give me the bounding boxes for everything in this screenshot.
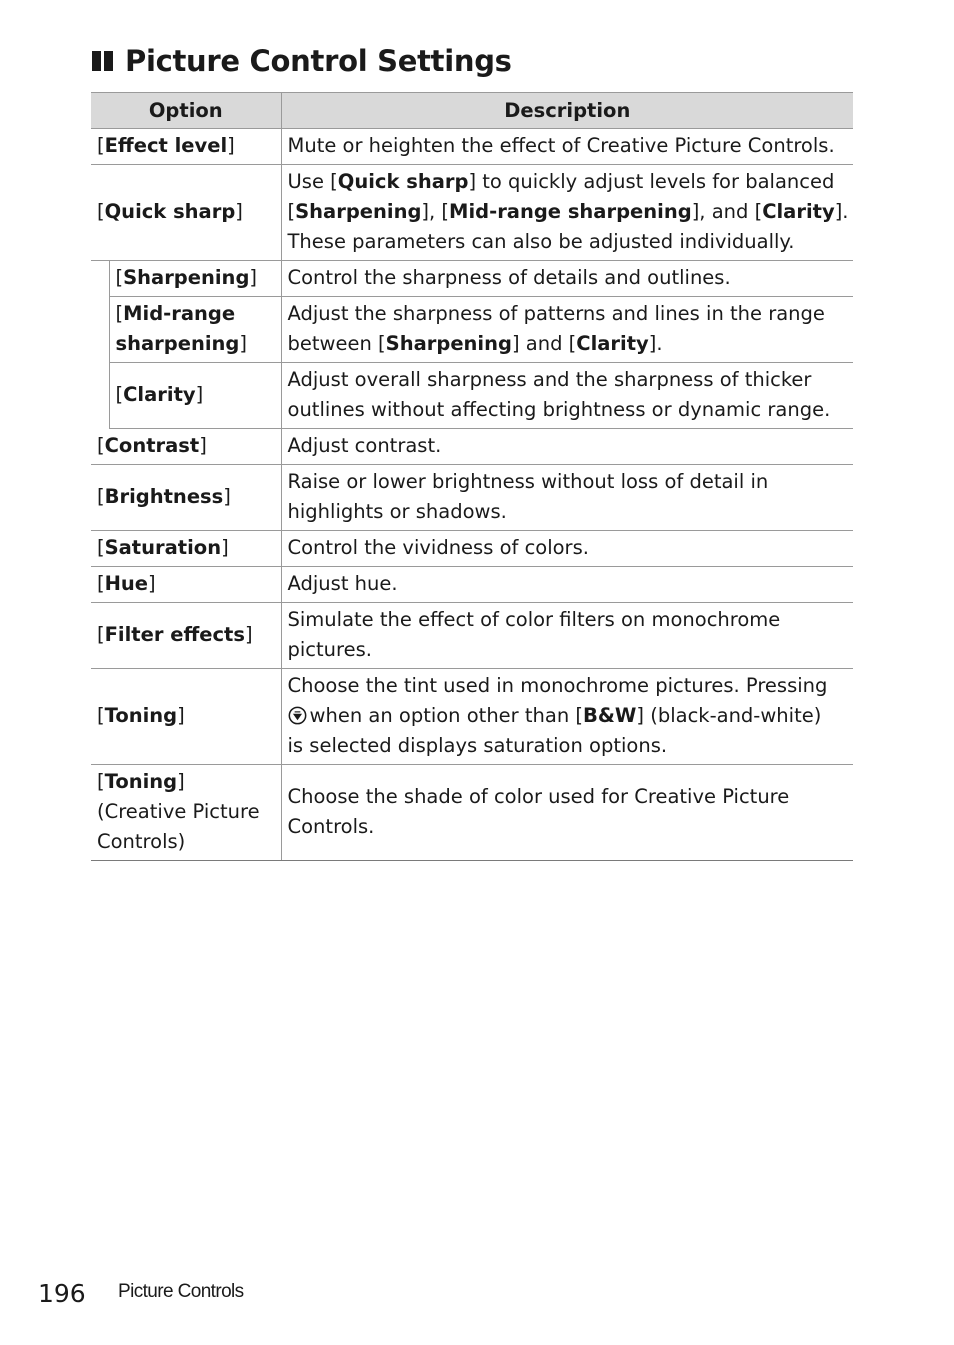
table-row-quick-sharp [91, 165, 853, 261]
table-row-mid-range-sharpening [91, 297, 853, 363]
option-label: Toning [104, 770, 178, 793]
description-cell [281, 429, 853, 465]
table-row-effect-level [91, 129, 853, 165]
description-line: highlights or shadows. [287, 500, 507, 523]
description-line: outlines without affecting brightness or dynamic range. [287, 398, 831, 421]
option-label: Contrast [104, 434, 200, 457]
option-label: sharpening [115, 332, 240, 355]
description-cell [281, 261, 853, 297]
description-line: Adjust the sharpness of patterns and lines in the range [287, 302, 825, 325]
description-line: Mute or heighten the effect of Creative Picture Controls. [287, 134, 835, 157]
option-label: Quick sharp [104, 200, 236, 223]
option-cell: [Clarity] [109, 363, 281, 429]
option-label: Brightness [104, 485, 224, 508]
option-cell: [Effect level] [91, 129, 281, 165]
column-header-option: Option [91, 93, 281, 129]
table-header-row [91, 93, 853, 129]
multi-selector-down-icon [288, 706, 307, 725]
description-line: Use [Quick sharp] to quickly adjust levels for balanced [287, 170, 835, 193]
option-cell: [Mid-range sharpening] [109, 297, 281, 363]
option-cell: [Contrast] [91, 429, 281, 465]
table-row-clarity [91, 363, 853, 429]
option-cell: [Filter effects] [91, 603, 281, 669]
description-cell [281, 165, 853, 261]
description-cell [281, 465, 853, 531]
option-cell: [Quick sharp] [91, 165, 281, 261]
description-cell [281, 567, 853, 603]
option-cell: [Brightness] [91, 465, 281, 531]
section-marker-icon [92, 51, 113, 71]
description-line: between [Sharpening] and [Clarity]. [287, 332, 663, 355]
option-label: Hue [104, 572, 149, 595]
table-row-toning-creative [91, 765, 853, 861]
option-note: (Creative Picture [97, 800, 260, 823]
description-cell [281, 669, 853, 765]
option-label: Saturation [104, 536, 222, 559]
description-line: when an option other than [B&W] (black-and-white) [288, 701, 848, 731]
option-cell: [Toning] (Creative Picture Controls) [91, 765, 281, 861]
option-cell: [Toning] [91, 669, 281, 765]
section-heading [92, 44, 512, 78]
table-row-brightness [91, 465, 853, 531]
table-row-saturation [91, 531, 853, 567]
description-line: pictures. [287, 638, 372, 661]
description-line: Choose the shade of color used for Creative Picture [287, 785, 790, 808]
description-line: Control the vividness of colors. [287, 536, 589, 559]
section-title: Picture Control Settings [125, 44, 512, 78]
description-cell [281, 363, 853, 429]
option-label: Toning [104, 704, 178, 727]
description-line: Adjust contrast. [287, 434, 442, 457]
description-cell [281, 129, 853, 165]
option-cell: [Hue] [91, 567, 281, 603]
page-number: 196 [38, 1279, 86, 1308]
description-line: Adjust hue. [287, 572, 398, 595]
description-line: Simulate the effect of color filters on monochrome [287, 608, 781, 631]
description-line: These parameters can also be adjusted individually. [287, 230, 795, 253]
picture-control-settings-table [91, 92, 853, 861]
table-row-hue [91, 567, 853, 603]
option-cell: [Sharpening] [109, 261, 281, 297]
sub-option-indent [91, 261, 109, 429]
description-line: Choose the tint used in monochrome pictures. Pressing [287, 674, 828, 697]
description-line: Control the sharpness of details and outlines. [287, 266, 731, 289]
option-label: Sharpening [123, 266, 250, 289]
description-cell [281, 765, 853, 861]
table-row-toning [91, 669, 853, 765]
option-label: Filter effects [104, 623, 245, 646]
description-line: is selected displays saturation options. [287, 734, 668, 757]
description-line: Controls. [287, 815, 375, 838]
description-line: Adjust overall sharpness and the sharpness of thicker [287, 368, 812, 391]
footer-section-title: Picture Controls [118, 1281, 244, 1302]
option-label: Mid-range [123, 302, 236, 325]
description-line: Raise or lower brightness without loss of detail in [287, 470, 769, 493]
option-note: Controls) [97, 830, 186, 853]
description-line: [Sharpening], [Mid-range sharpening], and [Clarity]. [287, 200, 849, 223]
description-cell [281, 297, 853, 363]
option-label: Clarity [123, 383, 196, 406]
table-row-sharpening [91, 261, 853, 297]
column-header-description: Description [281, 93, 853, 129]
option-label: Effect level [104, 134, 228, 157]
table-row-filter-effects [91, 603, 853, 669]
description-cell [281, 531, 853, 567]
table-row-contrast [91, 429, 853, 465]
description-cell [281, 603, 853, 669]
option-cell: [Saturation] [91, 531, 281, 567]
